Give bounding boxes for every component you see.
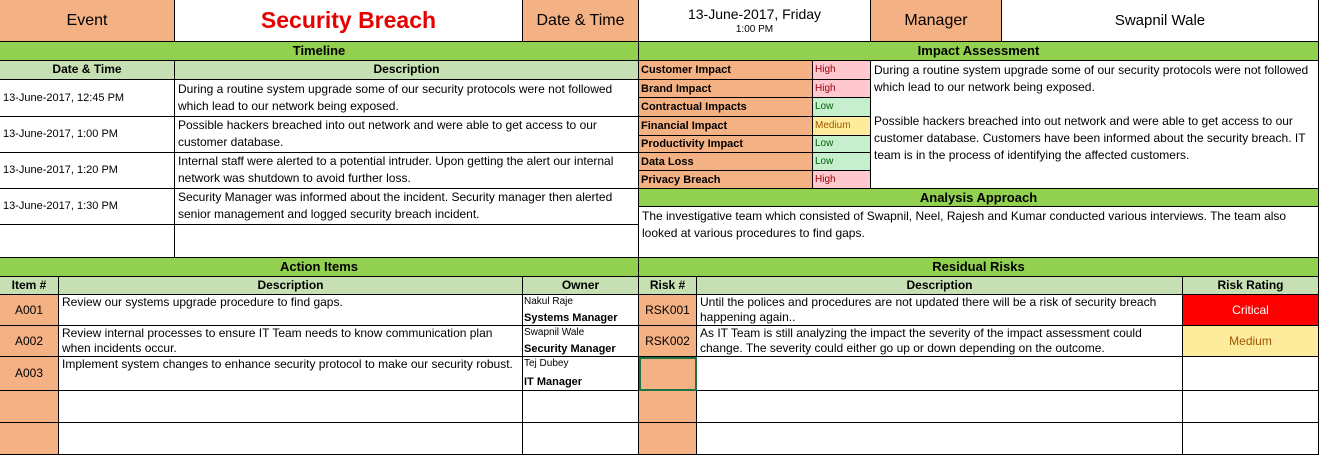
risk-id[interactable] xyxy=(639,423,697,455)
impact-rating-cell[interactable]: High xyxy=(813,171,871,189)
date-value: 13-June-2017, Friday xyxy=(687,6,822,22)
timeline-date-cell[interactable]: 13-June-2017, 1:20 PM xyxy=(0,153,175,189)
timeline-date-cell[interactable] xyxy=(0,225,175,258)
timeline-description-cell[interactable] xyxy=(175,225,639,258)
risk-col-description[interactable]: Description xyxy=(697,277,1183,295)
action-items-header[interactable]: Action Items xyxy=(0,258,639,277)
action-item-id[interactable]: A001 xyxy=(0,295,59,326)
risk-rating-critical[interactable]: Critical xyxy=(1183,295,1319,326)
risk-description[interactable]: Until the polices and procedures are not updated there will be a risk of security breach happening again.. xyxy=(697,295,1183,326)
event-label[interactable]: Event xyxy=(0,0,175,42)
action-item-description[interactable] xyxy=(59,391,523,423)
analysis-approach-text[interactable]: The investigative team which consisted of Swapnil, Neel, Rajesh and Kumar conducted various interviews. The team also looked at various procedures to find gaps. xyxy=(639,207,1319,258)
residual-risks-header[interactable]: Residual Risks xyxy=(639,258,1319,277)
impact-label-cell[interactable]: Data Loss xyxy=(639,153,813,171)
impact-rating-cell[interactable]: High xyxy=(813,80,871,98)
impact-label-cell[interactable]: Customer Impact xyxy=(639,61,813,80)
impact-rating-cell[interactable]: Low xyxy=(813,98,871,117)
impact-rating-cell[interactable]: Medium xyxy=(813,117,871,136)
manager-label[interactable]: Manager xyxy=(871,0,1002,42)
owner-role: Systems Manager xyxy=(524,312,618,324)
owner-role: Security Manager xyxy=(524,343,616,355)
action-item-owner[interactable] xyxy=(523,423,639,455)
action-item-id[interactable]: A003 xyxy=(0,357,59,391)
timeline-date-cell[interactable]: 13-June-2017, 12:45 PM xyxy=(0,80,175,117)
risk-rating[interactable] xyxy=(1183,357,1319,391)
timeline-header[interactable]: Timeline xyxy=(0,42,639,61)
timeline-date-cell[interactable]: 13-June-2017, 1:00 PM xyxy=(0,117,175,153)
risk-col-id[interactable]: Risk # xyxy=(639,277,697,295)
risk-description[interactable] xyxy=(697,357,1183,391)
impact-description-para-2: Possible hackers breached into out network and were able to get access to our customer database. Customers have been informed about the security breach. IT team is in the process of identifying the affected customers. xyxy=(874,114,1306,162)
impact-description-para-1: During a routine system upgrade some of our security protocols were not followed which lead to our network being exposed. xyxy=(874,63,1309,94)
impact-label-cell[interactable]: Contractual Impacts xyxy=(639,98,813,117)
datetime-value[interactable] xyxy=(639,0,871,42)
action-item-description[interactable]: Review internal processes to ensure IT Team needs to know communication plan when incidents occur. xyxy=(59,326,523,357)
action-item-owner[interactable] xyxy=(523,326,639,357)
timeline-description-cell[interactable]: Security Manager was informed about the incident. Security manager then alerted senior management and logged security breach incident. xyxy=(175,189,639,225)
risk-description[interactable]: As IT Team is still analyzing the impact the severity of the impact assessment could change. The severity could either go up or down depending on the outcome. xyxy=(697,326,1183,357)
datetime-label[interactable]: Date & Time xyxy=(523,0,639,42)
time-value: 1:00 PM xyxy=(735,24,774,35)
risk-rating[interactable] xyxy=(1183,423,1319,455)
risk-id[interactable]: RSK001 xyxy=(639,295,697,326)
manager-value[interactable]: Swapnil Wale xyxy=(1002,0,1319,42)
impact-rating-cell[interactable]: Low xyxy=(813,136,871,153)
action-item-id[interactable]: A002 xyxy=(0,326,59,357)
risk-description[interactable] xyxy=(697,391,1183,423)
action-col-description[interactable]: Description xyxy=(59,277,523,295)
impact-rating-cell[interactable]: Low xyxy=(813,153,871,171)
impact-label-cell[interactable]: Privacy Breach xyxy=(639,171,813,189)
timeline-description-cell[interactable]: Possible hackers breached into out network and were able to get access to our customer database. xyxy=(175,117,639,153)
impact-label-cell[interactable]: Brand Impact xyxy=(639,80,813,98)
impact-assessment-header[interactable]: Impact Assessment xyxy=(639,42,1319,61)
action-item-owner[interactable] xyxy=(523,295,639,326)
timeline-description-cell[interactable]: Internal staff were alerted to a potential intruder. Upon getting the alert our internal network was shutdown to avoid further loss. xyxy=(175,153,639,189)
risk-id[interactable] xyxy=(639,391,697,423)
risk-rating-medium[interactable]: Medium xyxy=(1183,326,1319,357)
owner-role: IT Manager xyxy=(524,376,583,388)
impact-description[interactable] xyxy=(871,61,1319,189)
action-item-description[interactable]: Review our systems upgrade procedure to find gaps. xyxy=(59,295,523,326)
event-title[interactable]: Security Breach xyxy=(175,0,523,42)
analysis-approach-header[interactable]: Analysis Approach xyxy=(639,189,1319,207)
timeline-col-date[interactable]: Date & Time xyxy=(0,61,175,80)
risk-description[interactable] xyxy=(697,423,1183,455)
impact-label-cell[interactable]: Productivity Impact xyxy=(639,136,813,153)
timeline-col-description[interactable]: Description xyxy=(175,61,639,80)
impact-label-cell[interactable]: Financial Impact xyxy=(639,117,813,136)
owner-name: Tej Dubey xyxy=(524,358,569,369)
action-item-owner[interactable] xyxy=(523,391,639,423)
action-item-description[interactable] xyxy=(59,423,523,455)
owner-name: Nakul Raje xyxy=(524,296,573,307)
timeline-date-cell[interactable]: 13-June-2017, 1:30 PM xyxy=(0,189,175,225)
impact-rating-cell[interactable]: High xyxy=(813,61,871,80)
action-col-item[interactable]: Item # xyxy=(0,277,59,295)
owner-name: Swapnil Wale xyxy=(524,327,585,338)
risk-id-selected[interactable] xyxy=(639,357,697,391)
action-col-owner[interactable]: Owner xyxy=(523,277,639,295)
action-item-id[interactable] xyxy=(0,391,59,423)
timeline-description-cell[interactable]: During a routine system upgrade some of our security protocols were not followed which lead to our network being exposed. xyxy=(175,80,639,117)
action-item-owner[interactable] xyxy=(523,357,639,391)
action-item-description[interactable]: Implement system changes to enhance security protocol to make our security robust. xyxy=(59,357,523,391)
risk-col-rating[interactable]: Risk Rating xyxy=(1183,277,1319,295)
risk-rating[interactable] xyxy=(1183,391,1319,423)
risk-id[interactable]: RSK002 xyxy=(639,326,697,357)
action-item-id[interactable] xyxy=(0,423,59,455)
